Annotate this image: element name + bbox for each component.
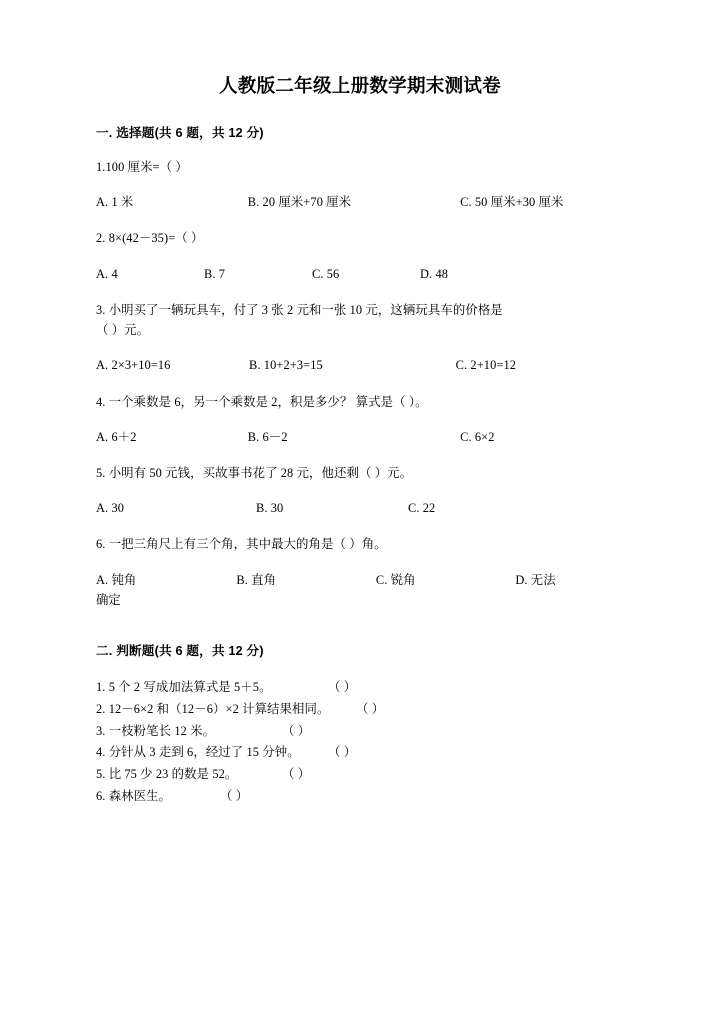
truefalse-item-1 <box>96 677 624 699</box>
section-heading-truefalse: 二. 判断题(共 6 题，共 12 分) <box>96 644 264 659</box>
question-1-option-c[interactable]: C. 50 厘米+30 厘米 <box>460 195 564 210</box>
truefalse-item-5-text: 5. 比 75 少 23 的数是 52。 <box>96 766 238 781</box>
truefalse-item-2-answer[interactable]: （ ） <box>356 701 385 716</box>
question-6-option-d[interactable]: D. 无法 <box>515 572 556 587</box>
truefalse-item-3-text: 3. 一枝粉笔长 12 米。 <box>96 723 216 738</box>
truefalse-item-6-answer[interactable]: （ ） <box>220 788 249 803</box>
question-4-option-c[interactable]: C. 6×2 <box>460 429 495 444</box>
question-2-options <box>96 265 624 284</box>
truefalse-item-5 <box>96 764 624 786</box>
question-5-stem: 5. 小明有 50 元钱，买故事书花了 28 元，他还剩（ ）元。 <box>96 466 413 481</box>
question-3-option-a[interactable]: A. 2×3+10=16 <box>96 358 171 373</box>
question-6-options <box>96 571 624 590</box>
truefalse-item-5-answer[interactable]: （ ） <box>282 766 311 781</box>
question-6-option-c[interactable]: C. 锐角 <box>375 572 416 587</box>
question-1-stem: 1.100 厘米=（ ） <box>96 160 188 175</box>
question-5-options <box>96 499 624 518</box>
truefalse-item-3 <box>96 721 624 743</box>
question-5-option-b[interactable]: B. 30 <box>256 501 284 516</box>
question-3-stem-continued: （ ）元。 <box>96 323 150 338</box>
truefalse-item-1-text: 1. 5 个 2 写成加法算式是 5＋5。 <box>96 680 272 695</box>
truefalse-item-2-text: 2. 12－6×2 和（12－6）×2 计算结果相同。 <box>96 701 330 716</box>
question-6-option-b[interactable]: B. 直角 <box>236 572 277 587</box>
question-6-stem: 6. 一把三角尺上有三个角，其中最大的角是（ ）角。 <box>96 537 387 552</box>
question-4-option-a[interactable]: A. 6＋2 <box>96 429 137 444</box>
truefalse-item-4-answer[interactable]: （ ） <box>328 745 357 760</box>
question-2-stem: 2. 8×(42－35)=（ ） <box>96 231 204 246</box>
question-5-option-a[interactable]: A. 30 <box>96 501 125 516</box>
question-5-option-c[interactable]: C. 22 <box>408 501 436 516</box>
question-1-option-a[interactable]: A. 1 米 <box>96 195 134 210</box>
question-1-option-b[interactable]: B. 20 厘米+70 厘米 <box>247 195 352 210</box>
question-2-option-a[interactable]: A. 4 <box>96 266 118 281</box>
question-4-options <box>96 428 624 447</box>
question-2-option-d[interactable]: D. 48 <box>420 266 449 281</box>
question-4-stem: 4. 一个乘数是 6，另一个乘数是 2，积是多少？ 算式是（ ）。 <box>96 394 428 409</box>
question-4-option-b[interactable]: B. 6－2 <box>247 429 288 444</box>
page-title: 人教版二年级上册数学期末测试卷 <box>218 75 501 96</box>
question-2-option-b[interactable]: B. 7 <box>204 266 226 281</box>
question-3-options <box>96 356 624 375</box>
question-2-option-c[interactable]: C. 56 <box>312 266 340 281</box>
question-3-option-b[interactable]: B. 10+2+3=15 <box>249 358 323 373</box>
question-3-stem: 3. 小明买了一辆玩具车，付了 3 张 2 元和一张 10 元，这辆玩具车的价格是 <box>96 302 503 317</box>
question-1-options <box>96 193 624 212</box>
truefalse-item-2 <box>96 699 624 721</box>
section-heading-choice: 一. 选择题(共 6 题，共 12 分) <box>96 126 264 141</box>
question-3-option-c[interactable]: C. 2+10=12 <box>455 358 517 373</box>
truefalse-item-3-answer[interactable]: （ ） <box>282 723 311 738</box>
truefalse-item-1-answer[interactable]: （ ） <box>328 680 357 695</box>
truefalse-item-6 <box>96 786 624 808</box>
question-6-option-d-continued: 确定 <box>96 592 121 607</box>
question-6-option-a[interactable]: A. 钝角 <box>96 572 137 587</box>
truefalse-item-4-text: 4. 分针从 3 走到 6，经过了 15 分钟。 <box>96 745 300 760</box>
truefalse-item-4 <box>96 742 624 764</box>
truefalse-item-6-text: 6. 森林医生。 <box>96 788 172 803</box>
truefalse-list <box>96 677 624 807</box>
